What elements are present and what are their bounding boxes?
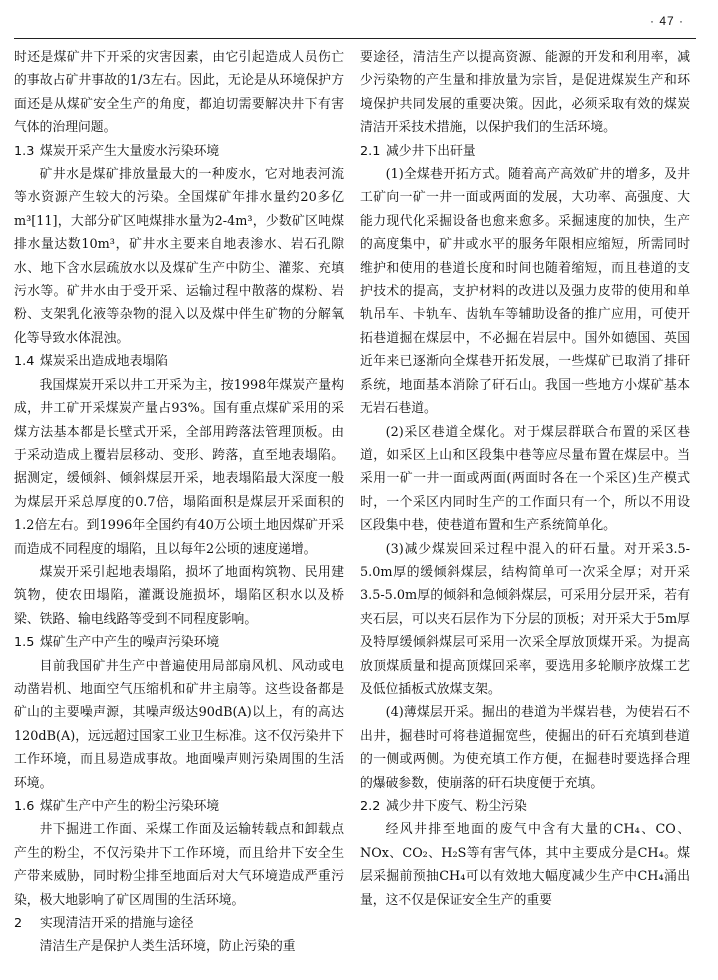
paragraph: 矿井水是煤矿排放量最大的一种废水，它对地表河流等水资源产生较大的污染。全国煤矿年排水量约20多亿m³[11]，大部分矿区吨煤排水量为2-4m³，少数矿区吨煤排水量达数10m³，矿井水主要来自地表渗水、岩石孔隙水、地下含水层疏放水以及煤矿生产中防尘、灌浆、充填污水等。矿井水由于受开采、运输过程中散落的煤粉、岩粉、支架乳化液等杂物的混入以及煤中伴生矿物的分解氧化等导致水体混浊。 bbox=[14, 167, 344, 346]
paragraph: 经风井排至地面的废气中含有大量的CH₄、CO、NOx、CO₂、H₂S等有害气体，其中主要成分是CH₄。煤层采掘前预抽CH₄可以有效地大幅度减少生产中CH₄涌出量，这不仅是保证安全生产的重要 bbox=[360, 822, 690, 908]
section-title: 煤炭采出造成地表塌陷 bbox=[40, 354, 168, 370]
section-heading bbox=[14, 140, 344, 163]
section-title: 煤矿生产中产生的粉尘污染环境 bbox=[40, 799, 220, 814]
section-heading bbox=[14, 350, 344, 373]
page-header bbox=[0, 0, 718, 40]
section-title: 减少井下出矸量 bbox=[386, 143, 476, 159]
section-number: 2.2 bbox=[360, 799, 381, 814]
section-number: 2.1 bbox=[360, 143, 381, 159]
paragraph-continuation: 要途径，清洁生产以提高资源、能源的开发和利用率，减少污染物的产生量和排放量为宗旨，是促进煤炭生产和环境保护共同发展的重要决策。因此，必须采取有效的煤炭清洁开采技术措施，以保护我们的生活环境。 bbox=[360, 50, 690, 136]
section-title: 减少井下废气、粉尘污染 bbox=[386, 799, 527, 814]
section-heading bbox=[360, 140, 690, 163]
section-title: 煤炭开采产生大量废水污染环境 bbox=[40, 143, 220, 159]
paragraph: (4)薄煤层开采。掘出的巷道为半煤岩巷，为使岩石不出井，掘巷时可将巷道掘宽些，使掘出的矸石充填到巷道的一侧或两侧。为使充填工作方便，在掘巷时要选择合理的爆破参数，使崩落的矸石块度便于充填。 bbox=[360, 705, 690, 791]
page-number: · 47 · bbox=[649, 14, 684, 28]
section-number: 1.4 bbox=[14, 354, 35, 370]
right-column bbox=[360, 46, 690, 971]
paragraph: (2)采区巷道全煤化。对于煤层群联合布置的采区巷道，如采区上山和区段集中巷等应尽量布置在煤层中。当采用一矿一井一面或两面(两面时各在一个采区)生产模式时，一个采区内同时生产的工作面只有一个，所以不用设区段集中巷，使巷道布置和生产系统简单化。 bbox=[360, 424, 690, 534]
paragraph-continuation: 时还是煤矿井下开采的灾害因素，由它引起造成人员伤亡的事故占矿井事故的1/3左右。因此，无论是从环境保护方面还是从煤矿安全生产的角度，都迫切需要解决井下有害气体的治理问题。 bbox=[14, 50, 344, 136]
paragraph: 清洁生产是保护人类生活环境，防止污染的重 bbox=[39, 939, 296, 955]
section-title: 煤矿生产中产生的噪声污染环境 bbox=[40, 635, 220, 651]
left-column bbox=[14, 46, 344, 971]
section-heading bbox=[14, 795, 344, 818]
section-number: 1.5 bbox=[14, 635, 35, 651]
section-number: 1.3 bbox=[14, 143, 35, 159]
paragraph: (3)减少煤炭回采过程中混入的矸石量。对开采3.5-5.0m厚的缓倾斜煤层，结构简单可一次采全厚；对开采3.5-5.0m厚的倾斜和急倾斜煤层，可采用分层开采，若有夹石层，可以夹石层作为下分层的顶板；对开采大于5m厚及特厚缓倾斜煤层可采用一次采全厚放顶煤开采。为提高放顶煤质量和提高顶煤回采率，要选用多轮顺序放煤工艺及低位插板式放煤支架。 bbox=[360, 541, 690, 697]
paragraph: 我国煤炭开采以井工开采为主，按1998年煤炭产量构成，井工矿开采煤炭产量占93%。国有重点煤矿采用的采煤方法基本都是长壁式开采，全部用跨落法管理顶板。由于采动造成上覆岩层移动、变形、跨落，直至地表塌陷。据测定，缓倾斜、倾斜煤层开采，地表塌陷最大深度一般为煤层开采总厚度的0.7倍，塌陷面积是煤层开采面积的1.2倍左右。到1996年全国约有40万公顷土地因煤矿开采而造成不同程度的塌陷，且以每年2公顷的速度递增。 bbox=[14, 377, 344, 557]
section-number: 2 bbox=[14, 916, 23, 932]
section-heading bbox=[14, 631, 344, 654]
section-heading bbox=[14, 912, 344, 935]
paragraph: (1)全煤巷开拓方式。随着高产高效矿井的增多，及井工矿向一矿一井一面或两面的发展，大功率、高强度、大能力现代化采掘设备也愈来愈多。采掘速度的加快，生产的高度集中，矿井或水平的服务年限相应缩短，所需同时维护和使用的巷道长度和时间也随着缩短，而且巷道的支护技术的提高，支护材料的改进以及强力皮带的使用和单轨吊车、卡轨车、齿轨车等辅助设备的推广应用，可使开拓巷道掘在煤层中，不必掘在岩层中。国外如德国、英国近年来已逐渐向全煤巷开拓发展，一些煤矿已取消了排矸系统，地面基本消除了矸石山。我国一些地方小煤矿基本无岩石巷道。 bbox=[360, 167, 690, 417]
section-title: 实现清洁开采的措施与途径 bbox=[40, 916, 194, 932]
section-heading bbox=[360, 795, 690, 818]
paragraph: 井下掘进工作面、采煤工作面及运输转载点和卸载点产生的粉尘，不仅污染井下工作环境，而且给井下安全生产带来威胁，同时粉尘排至地面后对大气环境造成严重污染，极大地影响了矿区周围的生活环境。 bbox=[14, 822, 344, 908]
paragraph: 目前我国矿井生产中普遍使用局部扇风机、风动或电动凿岩机、地面空气压缩机和矿井主扇等。这些设备都是矿山的主要噪声源，其噪声级达90dB(A)以上，有的高达120dB(A)，远远超过国家工业卫生标准。这不仅污染井下工作环境，而且易造成事故。地面噪声则污染周围的生活环境。 bbox=[14, 658, 344, 791]
header-rule bbox=[14, 38, 696, 39]
section-number: 1.6 bbox=[14, 799, 35, 814]
paragraph: 煤炭开采引起地表塌陷，损坏了地面构筑物、民用建筑物，使农田塌陷，灌溉设施损坏，塌陷区积水以及桥梁、铁路、输电线路等受到不同程度影响。 bbox=[14, 564, 344, 627]
